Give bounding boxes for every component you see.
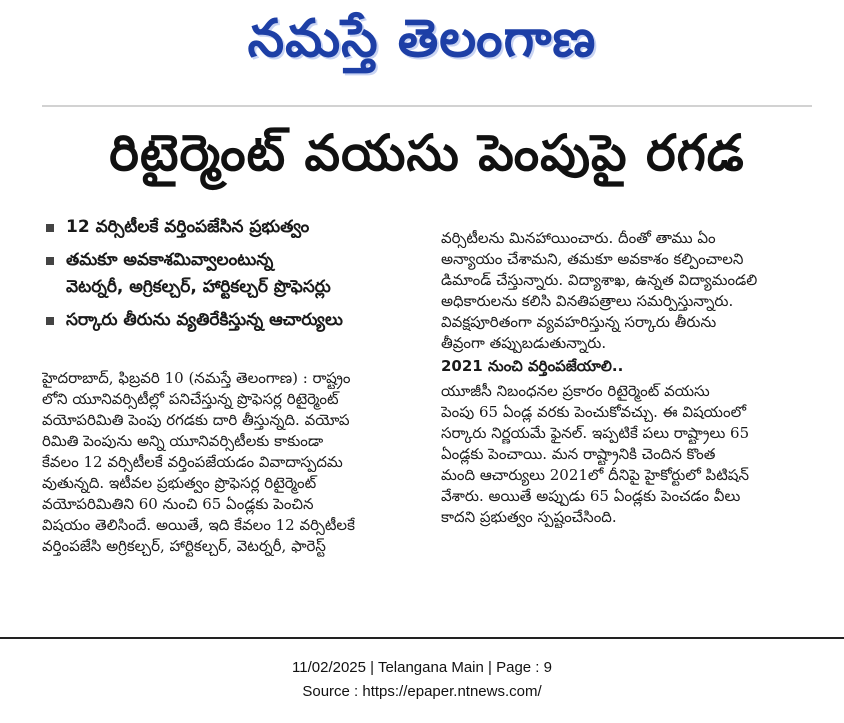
text-line: తీవ్రంగా తప్పుబడుతున్నారు. [441, 334, 607, 352]
footer [0, 656, 844, 704]
top-divider [42, 105, 812, 107]
text-line: మంది ఆచార్యులు 2021లో దీనిపై హైకోర్టులో పిటిషన్ [441, 466, 750, 484]
bottom-divider [0, 637, 844, 639]
text-line: వర్సిటీలను మినహాయించారు. దీంతో తాము ఏం [441, 229, 716, 247]
headline: రిటైర్మెంట్ వయసు పెంపుపై రగడ [109, 123, 745, 182]
text-line: వయోపరిమితి పెంపు రగడకు దారి తీస్తున్నది. వయోప [42, 411, 350, 429]
text-line: యూజీసీ నిబంధనల ప్రకారం రిటైర్మెంట్ వయసు [441, 382, 710, 400]
text-line: అధికారులను కలిసి వినతిపత్రాలు సమర్పిస్తున్నారు. [441, 292, 734, 310]
masthead-logo: నమస్తే తెలంగాణ [247, 8, 597, 69]
text-line: అన్యాయం చేశామని, తమకూ అవకాశం కల్పించాలని [441, 250, 744, 268]
masthead [0, 0, 844, 90]
article-right-column [441, 228, 813, 528]
text-line: పెంపు 65 ఏండ్ల వరకు పెంచుకోవచ్చు. ఈ విషయంలో [441, 403, 747, 421]
bullet-item [42, 307, 422, 334]
text-line: వివక్షపూరితంగా వ్యవహరిస్తున్న సర్కారు తీరును [441, 313, 717, 331]
text-line: కాదని ప్రభుత్వం స్పష్టంచేసింది. [441, 508, 617, 526]
bullet-square-icon [46, 257, 54, 265]
bullet-square-icon [46, 224, 54, 232]
text-line: సర్కారు నిర్ణయమే ఫైనల్. ఇప్పటికే పలు రాష్ట్రాలు 65 [441, 424, 750, 442]
bullet-line: సర్కారు తీరును వ్యతిరేకిస్తున్న ఆచార్యులు [66, 310, 343, 330]
bullet-item [42, 214, 422, 241]
text-line: విషయం తెలిసిందే. అయితే, ఇది కేవలం 12 వర్సిటీలకే [42, 516, 355, 534]
article-left-column [42, 368, 424, 557]
text-line: కేవలం 12 వర్సిటీలకే వర్తింపజేయడం వివాదాస్పదమ [42, 453, 343, 471]
bullet-square-icon [46, 317, 54, 325]
bullet-item [42, 247, 422, 301]
text-line: వర్తింపజేసి అగ్రికల్చర్, హార్టికల్చర్, వెటర్నరీ, ఫారెస్ట్ [42, 537, 326, 555]
text-line: వయోపరిమితిని 60 నుంచి 65 ఏండ్లకు పెంచిన [42, 495, 314, 513]
bullet-line: తమకూ అవకాశమివ్వాలంటున్న [66, 250, 274, 270]
text-line: వేశారు. అయితే అప్పుడు 65 ఏండ్లకు పెంచడం వీలు [441, 487, 741, 505]
footer-source: Source : https://epaper.ntnews.com/ [302, 683, 542, 700]
bullet-line: వెటర్నరీ, అగ్రికల్చర్, హార్టికల్చర్ ప్రొఫెసర్లు [66, 277, 331, 297]
text-line: రిమితి పెంపును అన్ని యూనివర్సిటీలకు కాకుండా [42, 432, 324, 450]
article-subheading: 2021 నుంచి వర్తింపజేయాలి.. [441, 357, 624, 375]
text-line: డిమాండ్ చేస్తున్నారు. విద్యాశాఖ, ఉన్నత విద్యామండలి [441, 271, 758, 289]
text-line: ఏండ్లకు పెంచాయి. మన రాష్ట్రానికి చెందిన కొంత [441, 445, 716, 463]
text-line: లోని యూనివర్సిటీల్లో పనిచేస్తున్న ప్రొఫెసర్ల రిటైర్మెంట్ [42, 390, 339, 408]
text-line: హైదరాబాద్, ఫిబ్రవరి 10 (నమస్తే తెలంగాణ) : రాష్ట్రం [42, 369, 351, 387]
bullet-line: 12 వర్సిటీలకే వర్తింపజేసిన ప్రభుత్వం [66, 217, 310, 237]
text-line: వుతున్నది. ఇటీవల ప్రభుత్వం ప్రొఫెసర్ల రిటైర్మెంట్ [42, 474, 317, 492]
footer-edition-info: 11/02/2025 | Telangana Main | Page : 9 [292, 659, 552, 676]
bullet-list [42, 214, 422, 340]
